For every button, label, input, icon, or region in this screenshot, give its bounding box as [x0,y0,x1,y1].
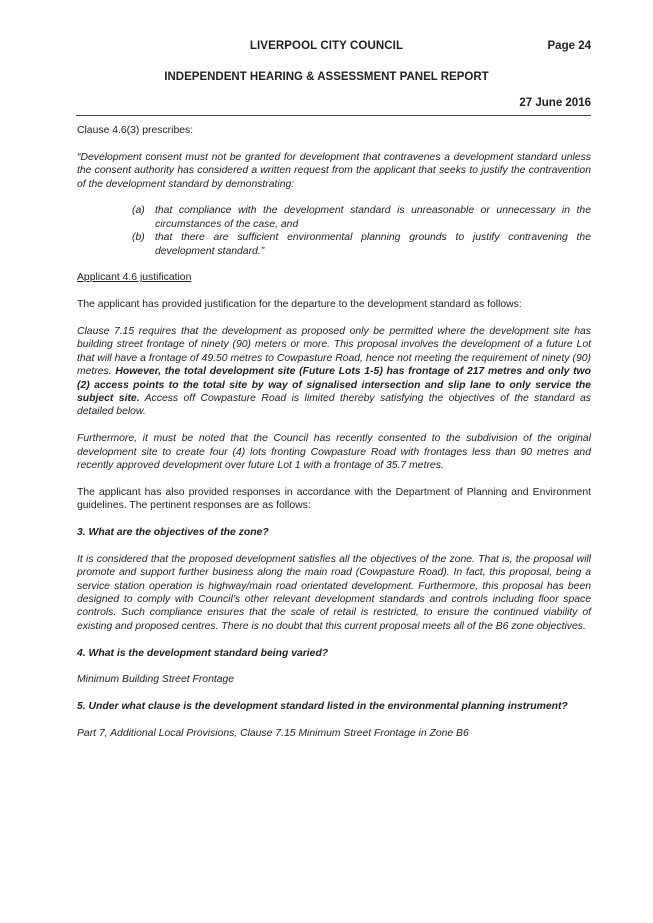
justification-text-1: Clause 7.15 requires that the development as proposed only be permitted where the development site has building street frontage of ninety (90) meters or more. This proposal involves the development of a future Lot that will have a frontage of 49.50 metres to Cowpasture Road, hence not meeting the requirement of ninety (90) metres. [77,326,591,378]
header-divider [76,115,591,116]
quote-item-marker: (b) [132,232,145,244]
question-5-answer: Part 7, Additional Local Provisions, Clause 7.15 Minimum Street Frontage in Zone B6 [77,728,469,740]
justification-text-2: Access off Cowpasture Road is limited thereby satisfying the objectives of the standard as detailed below. [77,393,591,418]
question-4-answer: Minimum Building Street Frontage [77,674,235,686]
quote-item-b [77,231,591,258]
justification-heading: Applicant 4.6 justification [77,272,192,284]
report-date: 27 June 2016 [519,97,591,109]
responses-intro: The applicant has also provided responses in accordance with the Department of Planning and Environment guidelines. The pertinent responses are as follows: [77,486,591,512]
justification-emphasis: However, the total development site (Future Lots 1-5) has frontage of 217 metres and only two (2) access points to the total site by way of signalised intersection and slip lane to only service the subject site. [77,366,591,405]
justification-paragraph [77,325,591,419]
page-number: Page 24 [547,40,591,52]
question-5-heading: 5. Under what clause is the development standard listed in the environmental planning instrument? [77,701,568,713]
quote-item-marker: (a) [132,205,145,217]
question-3-answer: It is considered that the proposed development satisfies all the objectives of the zone. That is, the proposal will promote and support further business along the main road (Cowpasture Road). In fact, this proposal, being a service station operation is highway/main road orientated development. Furthermore, this proposal has been designed to comply with Council’s other relevant development standards and controls including floor space controls. Such compliance ensures that the scale of retail is restricted, to ensure the continued viability of existing and proposed centres. There is no doubt that this current proposal meets all of the B6 zone objectives. [77,553,591,632]
question-4-heading: 4. What is the development standard being varied? [77,647,329,659]
quote-list [77,204,591,258]
quote-item-a [77,204,591,231]
document-body [77,124,591,754]
quote-item-text: that compliance with the development standard is unreasonable or unnecessary in the circumstances of the case, and [155,205,591,230]
report-title: INDEPENDENT HEARING & ASSESSMENT PANEL REPORT [164,71,489,83]
question-3-heading: 3. What are the objectives of the zone? [77,527,269,539]
furthermore-paragraph: Furthermore, it must be noted that the Council has recently consented to the subdivision of the original development site to create four (4) lots fronting Cowpasture Road with frontages less than 90 metres and recently approved development over future Lot 1 with a frontage of 35.7 metres. [77,433,591,472]
quote-item-text: that there are sufficient environmental planning grounds to justify contravening the development standard.” [155,232,591,257]
justification-intro: The applicant has provided justification for the departure to the development standard as follows: [77,299,522,311]
clause-quote: “Development consent must not be granted for development that contravenes a development standard unless the consent authority has considered a written request from the applicant that seeks to justify the contravention of the development standard by demonstrating: [77,151,591,190]
council-name: LIVERPOOL CITY COUNCIL [249,40,404,52]
clause-intro: Clause 4.6(3) prescribes: [77,125,194,136]
